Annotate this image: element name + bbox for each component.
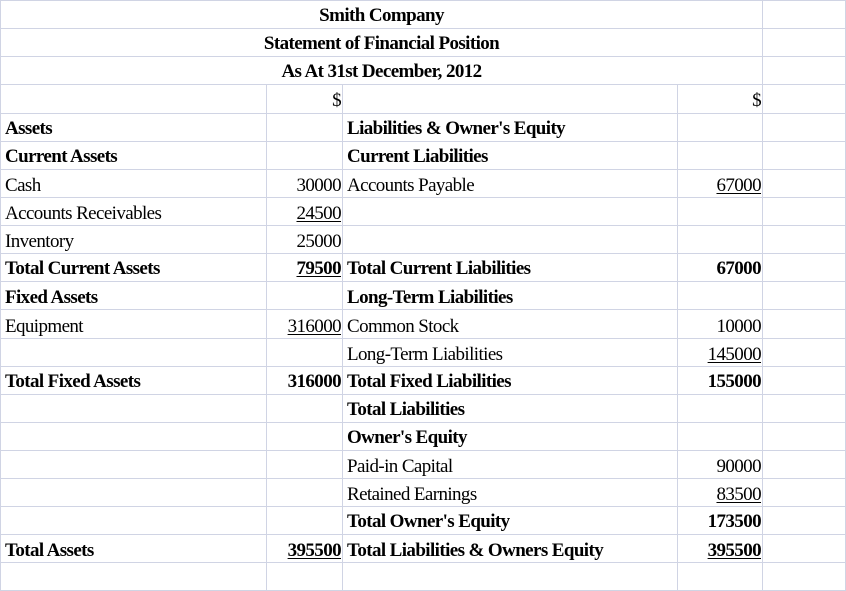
currency-symbol-right: $ xyxy=(752,90,761,111)
total-current-assets-label: Total Current Assets xyxy=(5,258,160,279)
grid-line xyxy=(762,0,763,591)
long-term-liabilities-heading: Long-Term Liabilities xyxy=(347,287,513,308)
fixed-assets-heading: Fixed Assets xyxy=(5,287,98,308)
grid-line xyxy=(0,0,846,1)
statement-title: Statement of Financial Position xyxy=(263,33,500,54)
total-fixed-liabilities-label: Total Fixed Liabilities xyxy=(347,371,511,392)
total-fixed-assets-label: Total Fixed Assets xyxy=(5,371,141,392)
current-assets-heading: Current Assets xyxy=(5,146,118,167)
asset-label-cash: Cash xyxy=(5,175,41,196)
statement-date: As At 31st December, 2012 xyxy=(281,61,482,82)
asset-value-equipment: 316000 xyxy=(287,316,341,337)
equity-value-paid-in-capital: 90000 xyxy=(716,456,761,477)
total-fixed-liabilities-value: 155000 xyxy=(707,371,761,392)
total-current-liabilities-value: 67000 xyxy=(716,258,761,279)
grid-line xyxy=(0,253,846,254)
total-current-assets-value: 79500 xyxy=(296,258,341,279)
asset-value-cash: 30000 xyxy=(296,175,341,196)
asset-label-inventory: Inventory xyxy=(5,231,74,252)
total-liabilities-owners-equity-value: 395500 xyxy=(707,540,761,561)
total-assets-label: Total Assets xyxy=(5,540,94,561)
total-current-liabilities-label: Total Current Liabilities xyxy=(347,258,531,279)
total-assets-value: 395500 xyxy=(287,540,341,561)
asset-label-equipment: Equipment xyxy=(5,316,83,337)
asset-value-receivables: 24500 xyxy=(296,203,341,224)
total-liabilities-owners-equity-label: Total Liabilities & Owners Equity xyxy=(347,540,604,561)
total-liabilities-label: Total Liabilities xyxy=(347,399,465,420)
liability-label-long-term: Long-Term Liabilities xyxy=(347,344,503,365)
asset-value-inventory: 25000 xyxy=(296,231,341,252)
equity-value-retained-earnings: 83500 xyxy=(716,484,761,505)
equity-label-paid-in-capital: Paid-in Capital xyxy=(347,456,453,477)
total-fixed-assets-value: 316000 xyxy=(287,371,341,392)
owners-equity-heading: Owner's Equity xyxy=(347,427,467,448)
liability-value-common-stock: 10000 xyxy=(716,316,761,337)
assets-heading: Assets xyxy=(5,118,53,139)
liability-label-common-stock: Common Stock xyxy=(347,316,459,337)
company-name: Smith Company xyxy=(319,5,444,26)
liability-label-payable: Accounts Payable xyxy=(347,175,475,196)
grid-line xyxy=(0,0,1,591)
grid-line xyxy=(342,84,343,591)
equity-label-retained-earnings: Retained Earnings xyxy=(347,484,477,505)
currency-symbol-left: $ xyxy=(332,90,341,111)
current-liabilities-heading: Current Liabilities xyxy=(347,146,488,167)
liability-value-long-term: 145000 xyxy=(707,344,761,365)
total-owners-equity-value: 173500 xyxy=(707,511,761,532)
total-owners-equity-label: Total Owner's Equity xyxy=(347,511,510,532)
asset-label-receivables: Accounts Receivables xyxy=(5,203,162,224)
liability-value-payable: 67000 xyxy=(716,175,761,196)
liabilities-equity-heading: Liabilities & Owner's Equity xyxy=(347,118,566,139)
